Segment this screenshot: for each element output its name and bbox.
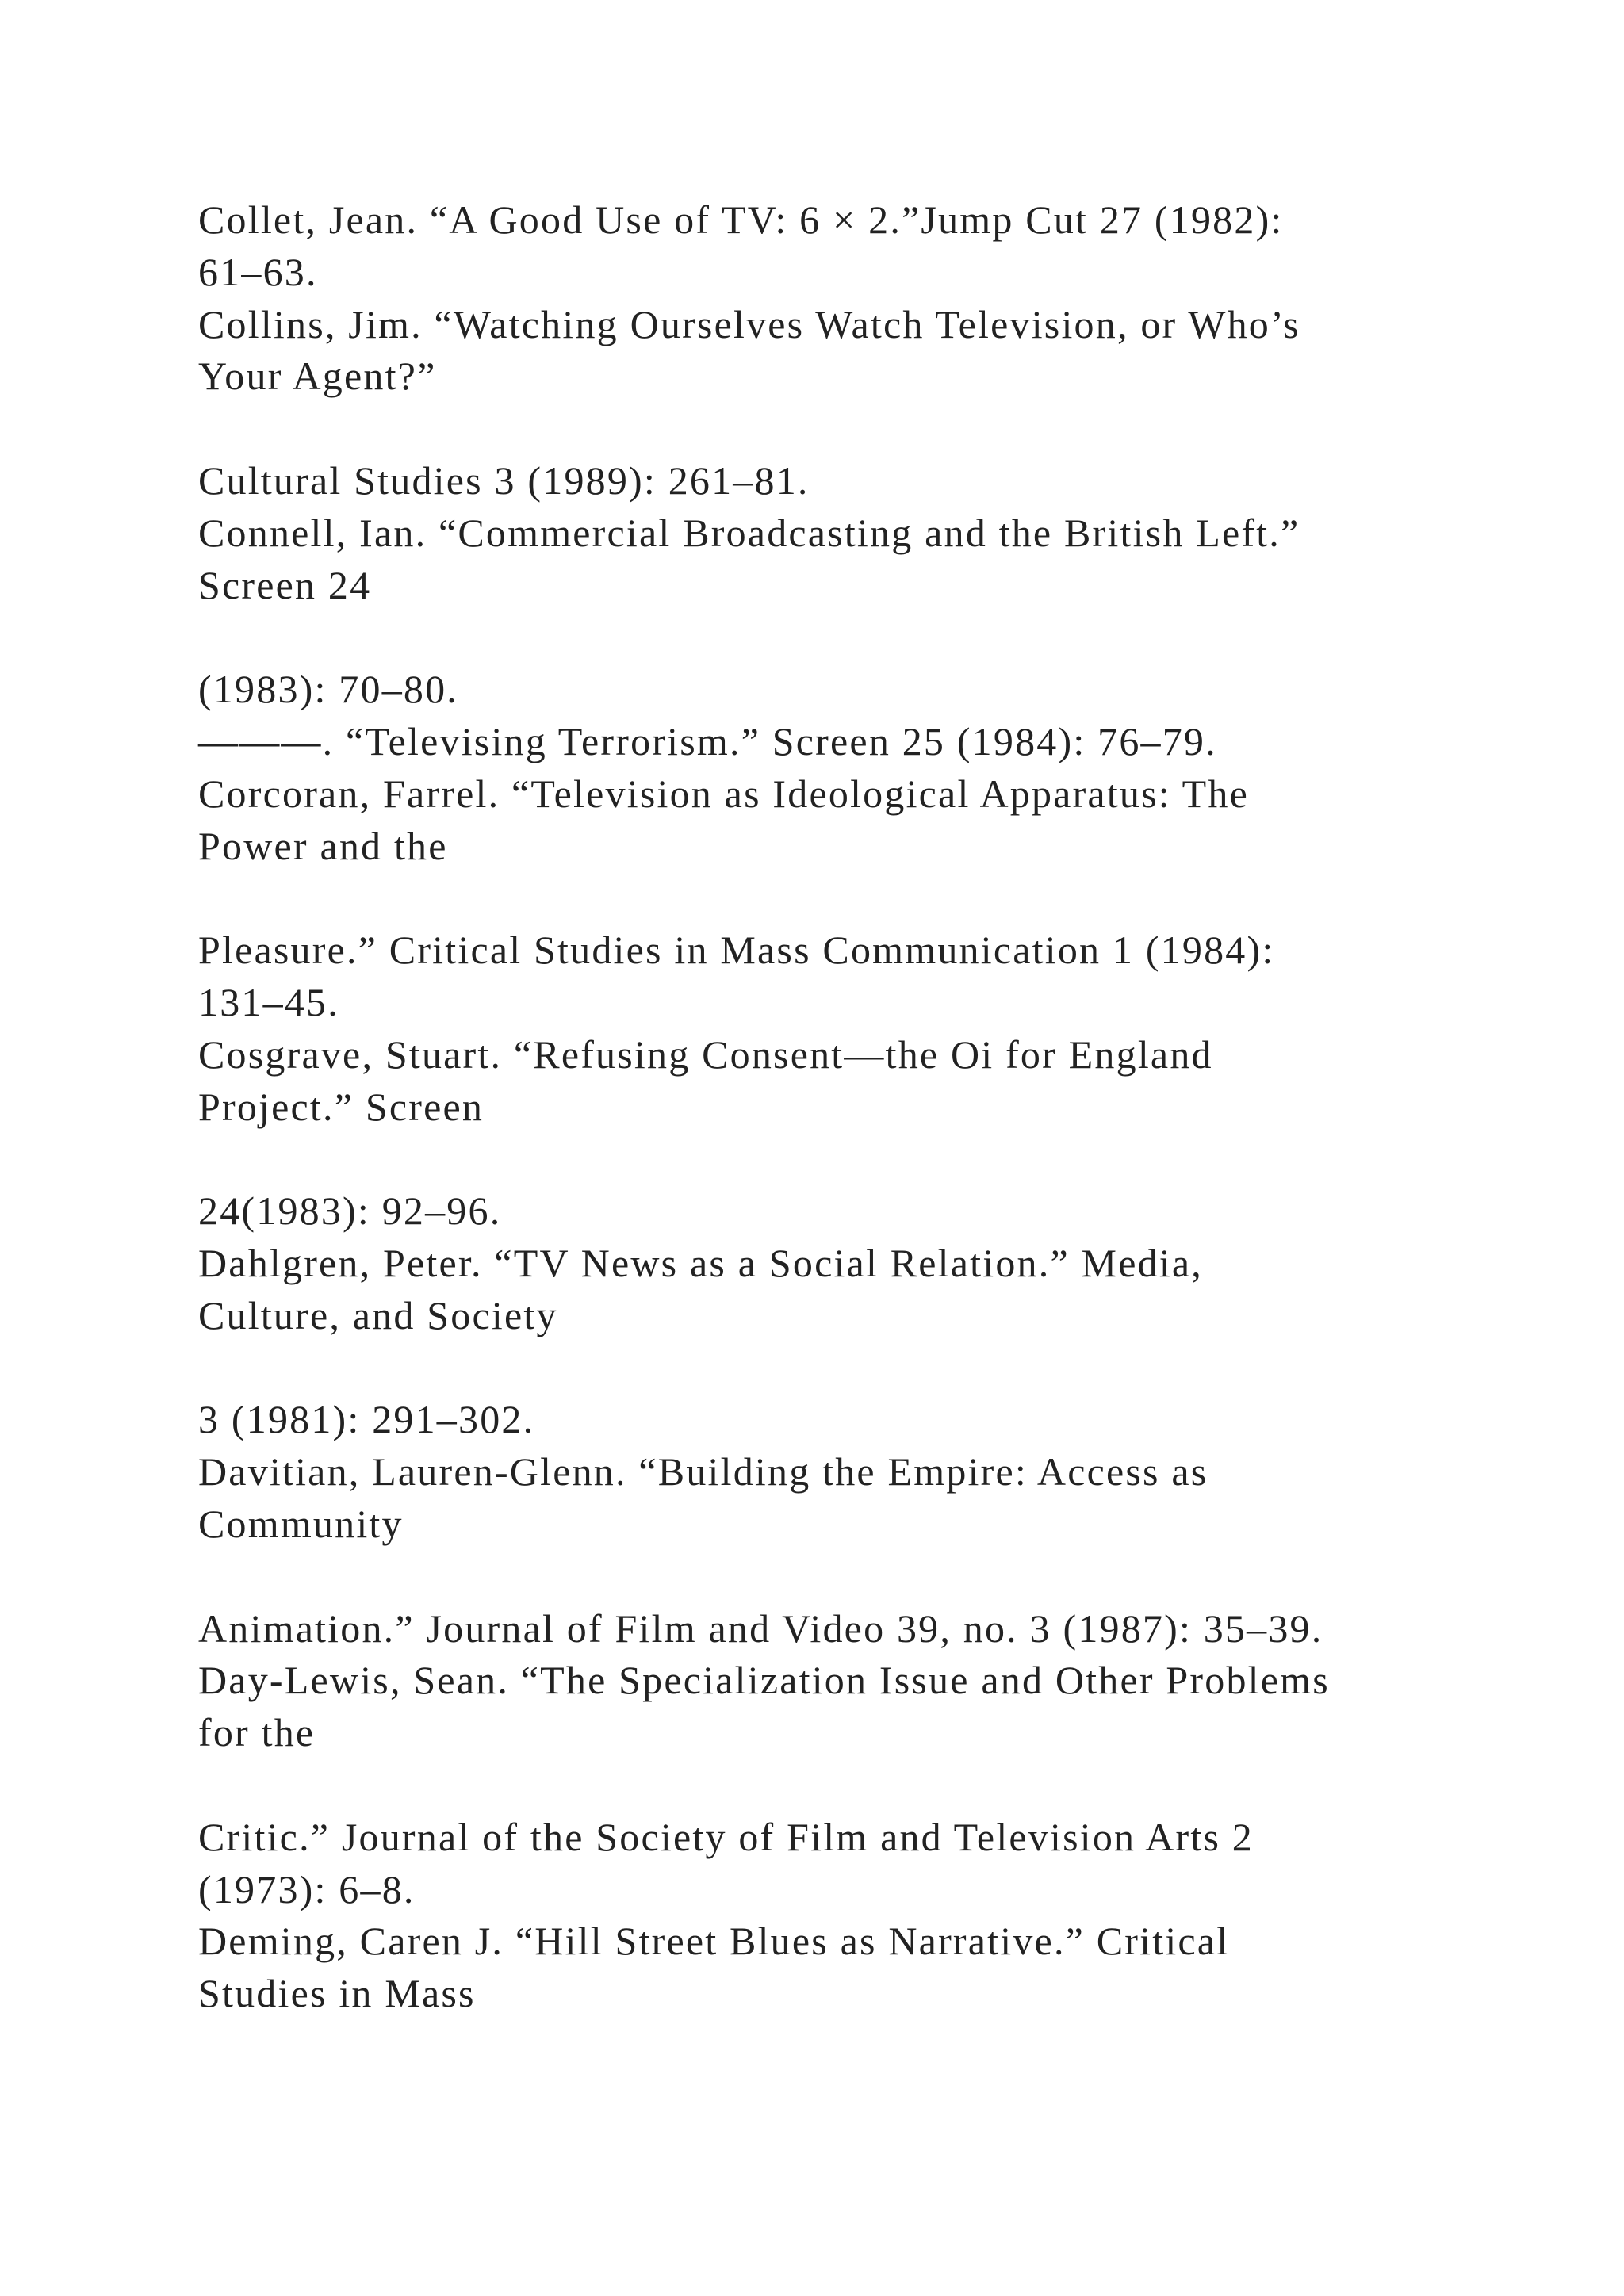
text-line: (1983): 70–80. [198,667,458,712]
text-line: Animation.” Journal of Film and Video 39, no. 3 (1987): 35–39. [198,1605,1323,1651]
text-line: Day-Lewis, Sean. “The Specialization Issue and Other Problems [198,1658,1330,1703]
text-line: 3 (1981): 291–302. [198,1397,535,1442]
text-line: Connell, Ian. “Commercial Broadcasting and the British Left.” [198,510,1300,555]
blank-line [198,611,1483,664]
text-line: Cosgrave, Stuart. “Refusing Consent—the Oi for England [198,1031,1213,1077]
text-line: Power and the [198,823,448,868]
text-line: Dahlgren, Peter. “TV News as a Social Relation.” Media, [198,1240,1203,1285]
text-line: ———. “Televising Terrorism.” Screen 25 (1984): 76–79. [198,718,1217,763]
text-line: Davitian, Lauren-Glenn. “Building the Empire: Access as [198,1449,1208,1494]
text-line: Project.” Screen [198,1084,485,1129]
blank-line [198,1759,1483,1812]
text-line: Collins, Jim. “Watching Ourselves Watch Television, or Who’s [198,301,1300,346]
text-line: Your Agent?” [198,354,437,399]
blank-line [198,403,1483,455]
text-line: Deming, Caren J. “Hill Street Blues as Narrative.” Critical [198,1919,1230,1964]
text-line: Community [198,1501,404,1546]
blank-line [198,1551,1483,1603]
text-line: Studies in Mass [198,1971,476,2016]
text-line: 131–45. [198,979,339,1024]
text-line: Pleasure.” Critical Studies in Mass Communication 1 (1984): [198,928,1275,973]
text-line: Culture, and Society [198,1292,558,1337]
blank-line [198,1133,1483,1185]
text-line: (1973): 6–8. [198,1866,416,1911]
blank-line [198,872,1483,924]
text-line: 61–63. [198,249,318,294]
bibliography-text [198,194,1483,2020]
text-line: Collet, Jean. “A Good Use of TV: 6 × 2.”Jump Cut 27 (1982): [198,197,1284,242]
text-line: Cultural Studies 3 (1989): 261–81. [198,457,810,503]
text-line: Critic.” Journal of the Society of Film and Television Arts 2 [198,1814,1254,1859]
text-line: Corcoran, Farrel. “Television as Ideological Apparatus: The [198,771,1249,816]
text-line: for the [198,1710,316,1755]
text-line: Screen 24 [198,562,372,607]
text-line: 24(1983): 92–96. [198,1188,502,1234]
blank-line [198,1342,1483,1395]
